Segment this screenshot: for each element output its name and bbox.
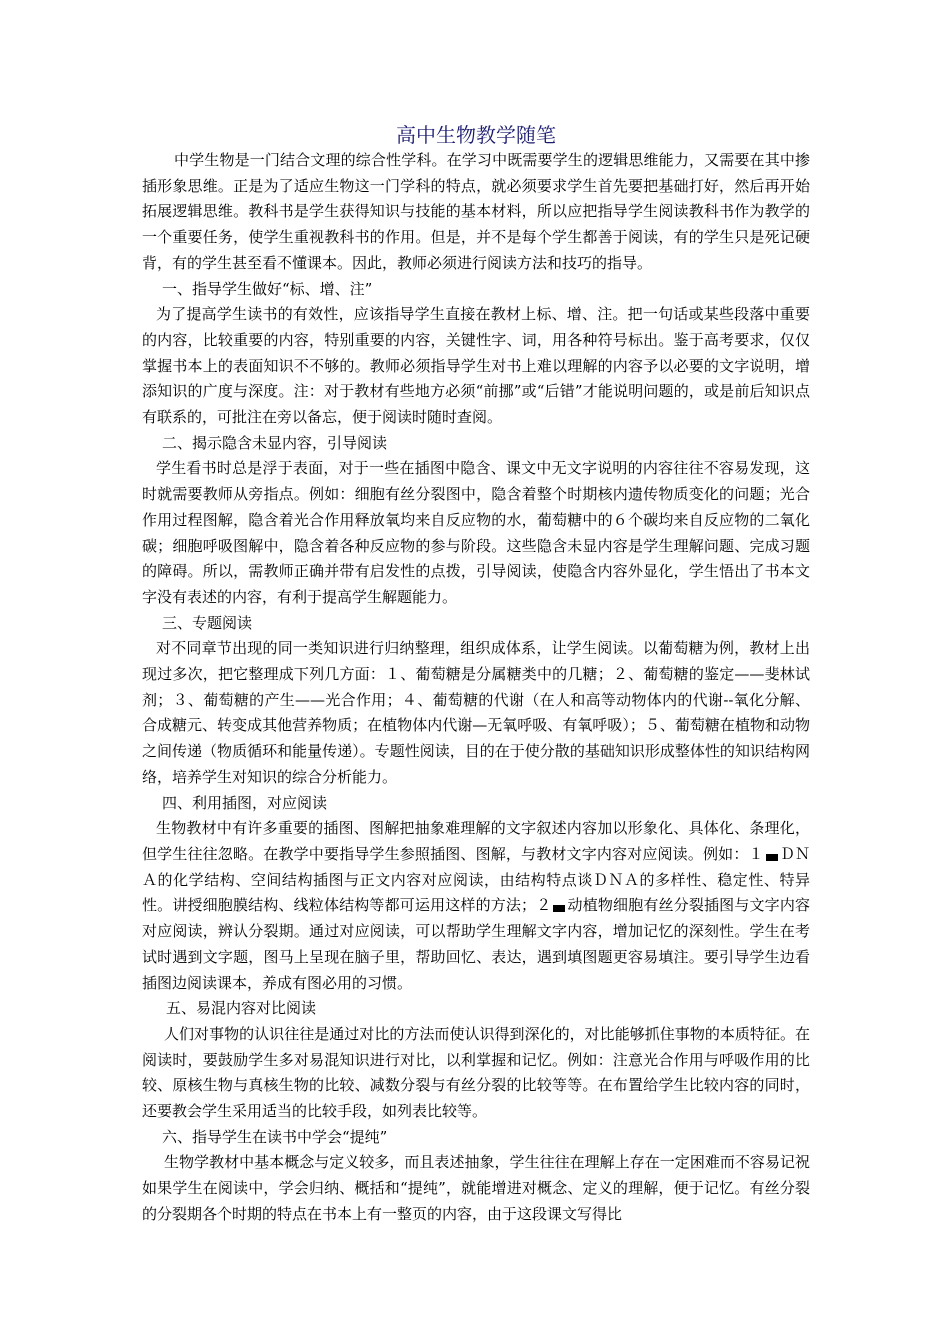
dash-mark-icon — [553, 905, 565, 912]
section-heading-1: 一、指导学生做好“标、增、注” — [162, 279, 373, 298]
section-body-4-part-b: ＤＮＡ的化学结构、空间结构插图与正文内容对应阅读，由结构特点谈ＤＮＡ的多样性、稳定性、特异性。讲授细胞膜结构、线粒体结构等都可运用这样的方法；２ — [142, 844, 810, 915]
intro-paragraph: 中学生物是一门结合文理的综合性学科。在学习中既需要学生的逻辑思维能力，又需要在其中掺插形象思维。正是为了适应生物这一门学科的特点，就必须要求学生首先要把基础打好，然后再开始拓展逻辑思维。教科书是学生获得知识与技能的基本材料，所以应把指导学生阅读教科书作为教学的一个重要任务，使学生重视教科书的作用。但是，并不是每个学生都善于阅读，有的学生只是死记硬背，有的学生甚至看不懂课本。因此，教师必须进行阅读方法和技巧的指导。 — [142, 151, 810, 272]
dash-mark-icon — [766, 854, 778, 861]
section-heading-3: 三、专题阅读 — [162, 613, 253, 632]
section-body-4-part-a: 生物教材中有许多重要的插图、图解把抽象难理解的文字叙述内容加以形象化、具体化、条理化，但学生往往忽略。在教学中要指导学生参照插图、图解，与教材文字内容对应阅读。例如：１ — [142, 819, 810, 863]
section-body-4-part-c: 动植物细胞有丝分裂插图与文字内容对应阅读，辨认分裂期。通过对应阅读，可以帮助学生理解文字内容，增加记忆的深刻性。学生在考试时遇到文字题，图马上呈现在脑子里，帮助回忆、表达，遇到填图题更容易填注。要引导学生边看插图边阅读课本，养成有图必用的习惯。 — [142, 896, 810, 992]
section-body-6: 生物学教材中基本概念与定义较多，而且表述抽象，学生往往在理解上存在一定困难而不容易记祝如果学生在阅读中，学会归纳、概括和“提纯”，就能增进对概念、定义的理解，便于记忆。有丝分裂的分裂期各个时期的特点在书本上有一整页的内容，由于这段课文写得比 — [142, 1153, 810, 1223]
document-page — [142, 118, 810, 1228]
section-heading-4: 四、利用插图，对应阅读 — [162, 793, 328, 812]
section-body-5: 人们对事物的认识往往是通过对比的方法而使认识得到深化的，对比能够抓住事物的本质特征。在阅读时，要鼓励学生多对易混知识进行对比，以利掌握和记忆。例如：注意光合作用与呼吸作用的比较、原核生物与真核生物的比较、减数分裂与有丝分裂的比较等等。在布置给学生比较内容的同时，还要教会学生采用适当的比较手段，如列表比较等。 — [142, 1024, 810, 1121]
section-body-3: 对不同章节出现的同一类知识进行归纳整理，组织成体系，让学生阅读。以葡萄糖为例，教材上出现过多次，把它整理成下列几方面：１、葡萄糖是分属糖类中的几糖；２、葡萄糖的鉴定——斐林试剂；３、葡萄糖的产生——光合作用；４、葡萄糖的代谢（在人和高等动物体内的代谢--氧化分解、合成糖元、转变成其他营养物质；在植物体内代谢—无氧呼吸、有氧呼吸）；５、葡萄糖在植物和动物之间传递（物质循环和能量传递）。专题性阅读，目的在于使分散的基础知识形成整体性的知识结构网络，培养学生对知识的综合分析能力。 — [142, 639, 810, 786]
section-heading-6: 六、指导学生在读书中学会“提纯” — [162, 1127, 388, 1146]
document-title: 高中生物教学随笔 — [396, 123, 556, 147]
section-body-4 — [142, 816, 810, 996]
section-heading-2: 二、揭示隐含未显内容，引导阅读 — [162, 433, 388, 452]
section-body-2: 学生看书时总是浮于表面，对于一些在插图中隐含、课文中无文字说明的内容往往不容易发现，这时就需要教师从旁指点。例如：细胞有丝分裂图中，隐含着整个时期核内遗传物质变化的问题；光合作用过程图解，隐含着光合作用释放氧均来自反应物的水，葡萄糖中的６个碳均来自反应物的二氧化碳；细胞呼吸图解中，隐含着各种反应物的参与阶段。这些隐含未显内容是学生理解问题、完成习题的障碍。所以，需教师正确并带有启发性的点拨，引导阅读，使隐含内容外显化，学生悟出了书本文字没有表述的内容，有利于提高学生解题能力。 — [142, 459, 810, 606]
section-body-1: 为了提高学生读书的有效性，应该指导学生直接在教材上标、增、注。把一句话或某些段落中重要的内容，比较重要的内容，特别重要的内容，关键性字、词，用各种符号标出。鉴于高考要求，仅仅掌握书本上的表面知识不不够的。教师必须指导学生对书上难以理解的内容予以必要的文字说明，增添知识的广度与深度。注：对于教材有些地方必须“前挪”或“后错”才能说明问题的，或是前后知识点有联系的，可批注在旁以备忘，便于阅读时随时查阅。 — [142, 305, 810, 427]
section-heading-5: 五、易混内容对比阅读 — [166, 999, 317, 1018]
